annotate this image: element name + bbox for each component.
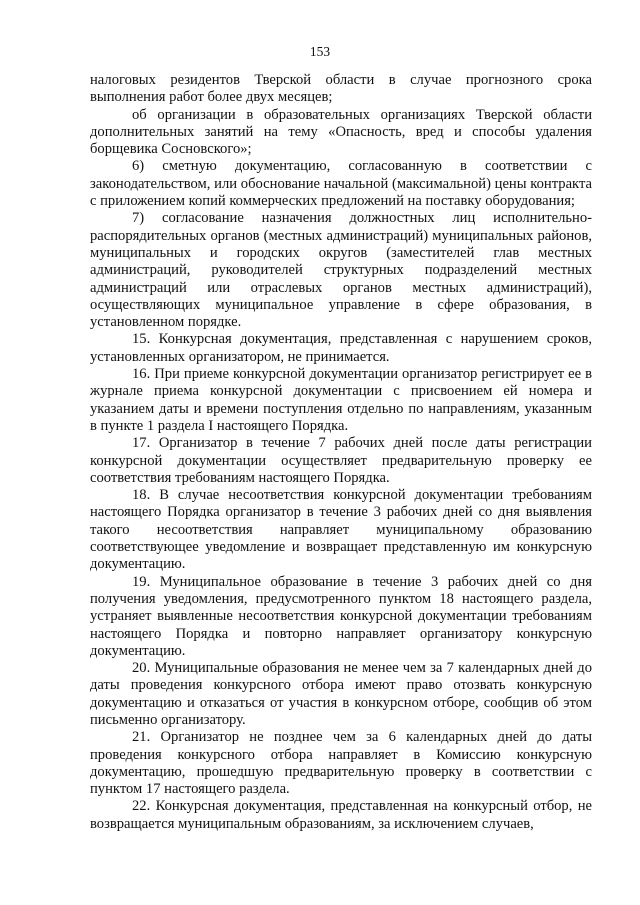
- page-number: 153: [309, 44, 331, 59]
- paragraph-18: 18. В случае несоответствия конкурсной документации требованиям настоящего Порядка организатор в течение 3 рабочих дней со дня выявления такого несоответствия направляет муниципальному образованию соответствующее уведомление и возвращает представленную им конкурсную документацию.: [90, 487, 592, 573]
- paragraph-17: 17. Организатор в течение 7 рабочих дней после даты регистрации конкурсной документации осуществляет предварительную проверку ее соответствия требованиям настоящего Порядка.: [90, 435, 592, 486]
- paragraph-20: 20. Муниципальные образования не менее чем за 7 календарных дней до даты проведения конкурсного отбора имеют право отозвать конкурсную документацию и отказаться от участия в конкурсном отборе, сообщив об этом письменно организатору.: [90, 660, 592, 728]
- paragraph-item-6: 6) сметную документацию, согласованную в соответствии с законодательством, или обоснование начальной (максимальной) цены контракта с приложением копий коммерческих предложений на поставку оборудования;: [90, 158, 592, 210]
- paragraph-workshops: об организации в образовательных организациях Тверской области дополнительных занятий на тему «Опасность, вред и способы удаления борщевика Сосновского»;: [90, 106, 592, 158]
- paragraph-16: 16. При приеме конкурсной документации организатор регистрирует ее в журнале приема конкурсной документации с присвоением ей номера и указанием даты и времени поступления отдельно по направлениям, указанным в пункте 1 раздела I настоящего Порядка.: [90, 366, 592, 434]
- paragraph-15: 15. Конкурсная документация, представленная с нарушением сроков, установленных организатором, не принимается.: [90, 331, 592, 365]
- paragraph-22: 22. Конкурсная документация, представленная на конкурсный отбор, не возвращается муниципальным образованиям, за исключением случаев,: [90, 798, 592, 832]
- paragraph-item-7: 7) согласование назначения должностных лиц исполнительно-распорядительных органов (местных администраций) муниципальных районов, муниципальных и городских округов (заместителей глав местных администраций, руководителей структурных подразделений местных администраций или отраслевых органов местных администраций), осуществляющих муниципальное управление в сфере образования, в установленном порядке.: [90, 210, 592, 331]
- paragraph-21: 21. Организатор не позднее чем за 6 календарных дней до даты проведения конкурсного отбора направляет в Комиссию конкурсную документацию, прошедшую предварительную проверку в соответствии с пунктом 17 настоящего раздела.: [90, 729, 592, 798]
- paragraph-19: 19. Муниципальное образование в течение 3 рабочих дней со дня получения уведомления, предусмотренного пунктом 18 настоящего раздела, устраняет выявленные несоответствия конкурсной документации требованиям настоящего Порядка и повторно направляет организатору конкурсную документацию.: [90, 573, 592, 659]
- document-body: [90, 72, 592, 833]
- paragraph-continuation: налоговых резидентов Тверской области в случае прогнозного срока выполнения работ более двух месяцев;: [90, 72, 592, 106]
